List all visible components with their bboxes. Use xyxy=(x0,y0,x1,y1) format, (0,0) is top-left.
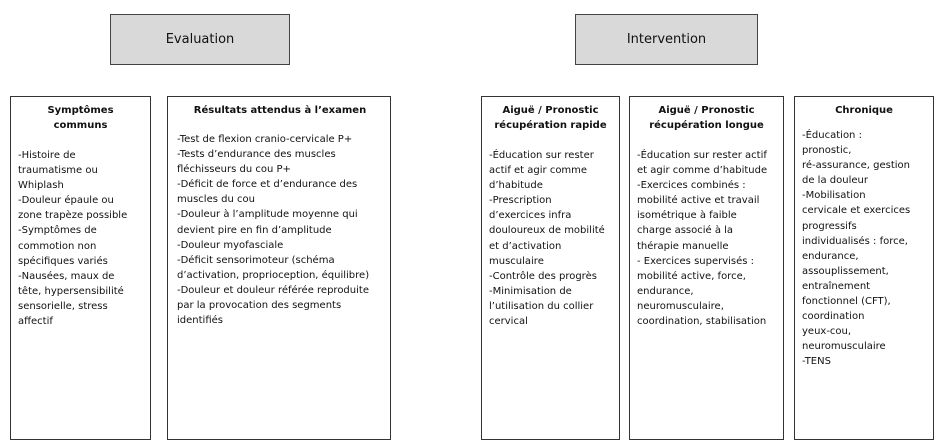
list-item: -Contrôle des progrès xyxy=(489,270,597,282)
resultats-box xyxy=(167,96,391,440)
list-item: -Éducation : pronostic, ré-assurance, gestion de la douleur xyxy=(802,130,910,187)
list-item: - Exercices supervisés : mobilité active, force, endurance, neuromusculaire, coordination, stabilisation xyxy=(637,255,767,328)
evaluation-label: Evaluation xyxy=(165,32,235,47)
list-item: -TENS xyxy=(802,356,831,368)
symptomes-box xyxy=(10,96,151,440)
list-item: -Histoire de traumatisme ou Whiplash xyxy=(18,150,98,192)
list-item: -Nausées, maux de tête, hypersensibilité sensorielle, stress affectif xyxy=(18,270,124,328)
aigue-longue-box xyxy=(629,96,784,440)
list-item: -Symptômes de commotion non spécifiques variés xyxy=(18,225,108,267)
list-item: -Prescription d’exercices infra douloureux de mobilité et d’activation musculaire xyxy=(489,195,605,267)
list-item: -Douleur et douleur référée reproduite par la provocation des segments identifiés xyxy=(177,284,369,327)
chronique-list xyxy=(802,128,926,370)
intervention-label: Intervention xyxy=(626,32,707,47)
aigue-rapide-title: Aiguë / Pronostic récupération rapide xyxy=(494,105,607,131)
aigue-rapide-list xyxy=(489,148,612,329)
list-item: -Exercices combinés : mobilité active et travail isométrique à faible charge associé à la thérapie manuelle xyxy=(637,180,760,252)
list-item: -Douleur épaule ou zone trapèze possible xyxy=(18,195,128,222)
symptomes-title: Symptômes communs xyxy=(47,105,114,131)
evaluation-header xyxy=(110,14,290,65)
list-item: -Test de flexion cranio-cervicale P+ xyxy=(177,134,353,145)
chronique-title: Chronique xyxy=(835,105,893,116)
aigue-longue-title: Aiguë / Pronostic récupération longue xyxy=(649,105,764,131)
chronique-box xyxy=(794,96,934,440)
symptomes-list xyxy=(18,148,143,329)
intervention-header xyxy=(575,14,758,65)
aigue-longue-list xyxy=(637,148,776,329)
list-item: -Tests d’endurance des muscles fléchisseurs du cou P+ xyxy=(177,149,336,176)
list-item: -Déficit de force et d’endurance des muscles du cou xyxy=(177,179,358,206)
list-item: -Douleur à l’amplitude moyenne qui devient pire en fin d’amplitude xyxy=(177,209,358,236)
aigue-rapide-box xyxy=(481,96,620,440)
resultats-title: Résultats attendus à l’examen xyxy=(193,105,367,116)
list-item: -Mobilisation cervicale et exercices progressifs individualisés : force, endurance, assouplissement, entraînement fonctionnel (CFT), coordination yeux-cou, neuromusculaire xyxy=(802,190,911,353)
list-item: -Éducation sur rester actif et agir comme d’habitude xyxy=(489,150,594,192)
list-item: -Déficit sensorimoteur (schéma d’activation, proprioception, équilibre) xyxy=(177,254,370,281)
list-item: -Éducation sur rester actif et agir comme d’habitude xyxy=(637,150,768,177)
list-item: -Minimisation de l’utilisation du collier cervical xyxy=(489,285,594,328)
list-item: -Douleur myofasciale xyxy=(177,239,284,251)
resultats-list xyxy=(177,132,383,328)
